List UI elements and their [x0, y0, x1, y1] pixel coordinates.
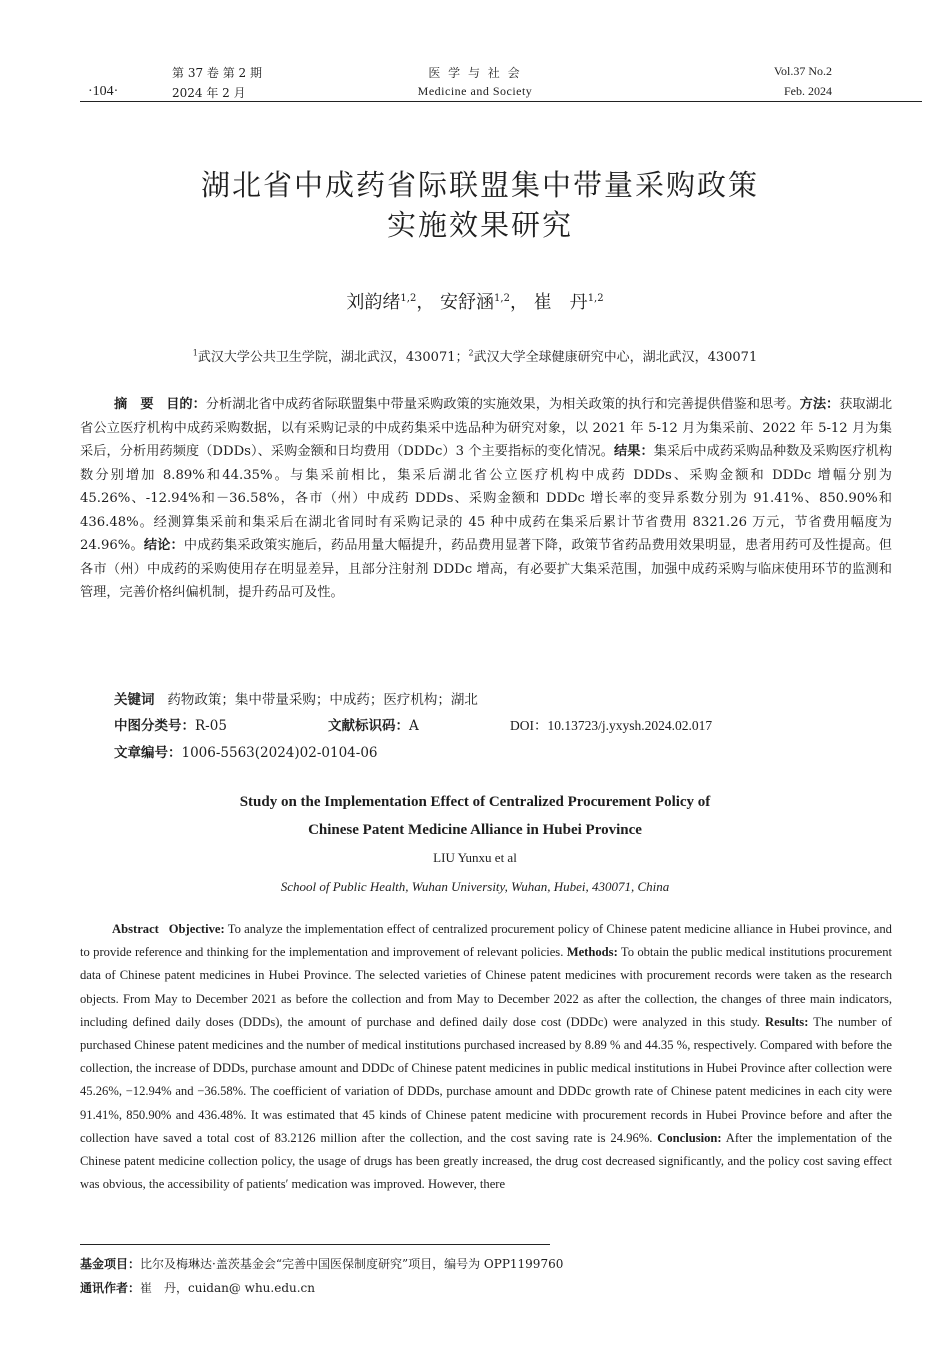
title-en-line1: Study on the Implementation Effect of Centralized Procurement Policy of	[239, 794, 711, 810]
affil-sup: 2	[468, 348, 474, 358]
volume-en: Vol.37 No.2	[773, 64, 832, 78]
title-en-line2: Chinese Patent Medicine Alliance in Hubei Province	[308, 822, 642, 838]
results-en-label: Results:	[765, 1014, 809, 1029]
footnote-rule	[80, 1244, 550, 1245]
article-number-row	[114, 741, 894, 765]
contact-text: 崔 丹，cuidan@ whu.edu.cn	[140, 1281, 316, 1295]
author-sup: 1,2	[494, 293, 510, 304]
affil-sup: 1	[192, 348, 198, 358]
title-cn-line1: 湖北省中成药省际联盟集中带量采购政策	[200, 168, 759, 202]
header-rule	[80, 101, 922, 102]
contact-label: 通讯作者：	[80, 1281, 141, 1295]
volume-cn: 第 37 卷 第 2 期	[172, 66, 262, 80]
keywords-label: 关键词	[114, 692, 155, 708]
results-en-text: The number of purchased Chinese patent medicines and the number of medical institutions purchased increased by 8.89 % and 44.35 %, respectively. Compared with before the collection, the increase of DDDs, purchase amount and DDDc of Chinese patent medicines in public medical institutions in Hubei Province after collection were 45.26%, −12.94% and −36.58%. The coefficient of variation of DDDs, purchase amount and DDDc growth rate of Chinese patent medicines in each city were 91.41%, 850.90% and 436.48%. It was estimated that 45 kinds of Chinese patent medicine with procurement records in Hubei Province before and after the collection have saved a total cost of 83.2126 million after the collection, and the cost saving rate is 24.96%.	[80, 1014, 893, 1145]
methods-text: 获取湖北省公立医疗机构中成药采购数据，以有采购记录的中成药集采中选品种为研究对象，以 2021 年 5-12 月为集采前、2022 年 5-12 月为集采后，分析用药频度（DDDs）、采购金额和日均费用（DDDc）3 个主要指标的变化情况。	[80, 397, 893, 459]
objective-text: 分析湖北省中成药省际联盟集中带量采购政策的实施效果，为相关政策的执行和完善提供借鉴和思考。	[205, 397, 800, 412]
journal-name-en: Medicine and Society	[417, 84, 533, 98]
authors-cn: 刘韵绪$^{1,2}$， 安舒涵$^{1,2}$， 崔 丹$^{1,2}$	[346, 292, 604, 313]
abstract-en-label: Abstract	[112, 922, 159, 936]
funding-label: 基金项目：	[80, 1257, 141, 1271]
article-number-value: 1006-5563(2024)02-0104-06	[181, 745, 378, 761]
doi-value: 10.13723/j.yxysh.2024.02.017	[547, 718, 713, 733]
author-sup: 1,2	[400, 293, 417, 304]
funding-text: 比尔及梅琳达·盖茨基金会“完善中国医保制度研究”项目，编号为 OPP1199760	[140, 1257, 564, 1271]
keywords-row	[114, 688, 894, 712]
author-name: 崔 丹	[533, 292, 588, 313]
abstract-en	[80, 918, 892, 1196]
doc-code-label: 文献标识码：	[328, 718, 409, 734]
keywords-value: 药物政策；集中带量采购；中成药；医疗机构；湖北	[167, 692, 478, 708]
affiliation-en: School of Public Health, Wuhan University, Wuhan, Hubei, 430071, China	[280, 879, 670, 894]
conclusion-text: 中成药集采政策实施后，药品用量大幅提升，药品费用显著下降，政策节省药品费用效果明显，患者用药可及性提高。但各市（州）中成药的采购使用存在明显差异，且部分注射剂 DDDc 增高，有必要扩大集采范围，加强中成药采购与临床使用环节的监测和管理，完善价格纠偏机制，提升药品可及性。	[80, 538, 892, 600]
methods-en-text: To obtain the public medical institutions procurement data of Chinese patent medicines in Hubei Province. The selected varieties of Chinese patent medicines with procurement records were taken as the research objects. From May to December 2021 as before the collection and from May to December 2022 as after the collection, the changes of three main indicators, including defined daily doses (DDDs), the amount of purchase and defined daily dose cost (DDDc) were analyzed in this study.	[80, 945, 892, 1029]
objective-label: 目的：	[166, 397, 206, 412]
clc-value: R-05	[195, 718, 227, 734]
abstract-cn	[80, 393, 892, 605]
objective-en-label: Objective:	[168, 922, 225, 936]
results-text: 集采后中成药采购品种数及采购医疗机构数分别增加 8.89%和44.35%。与集采前相比，集采后湖北省公立医疗机构中成药 DDDs、采购金额和 DDDc 增幅分别为 45.26%、-12.94%和－36.58%，各市（州）中成药 DDDs、采购金额和 DDDc 增长率的变异系数分别为 91.41%、850.90%和 436.48%。经测算集采前和集采后在湖北省同时有采购记录的 45 种中成药在集采后累计节省费用 8321.26 万元，节省费用幅度为 24.96%。	[80, 444, 893, 553]
results-label: 结果：	[613, 444, 654, 459]
author-name: 刘韵绪	[346, 292, 401, 313]
date-cn: 2024 年 2 月	[172, 86, 246, 100]
title-cn-line2: 实施效果研究	[386, 208, 573, 242]
conclusion-en-text: After the implementation of the Chinese patent medicine collection policy, the usage of drugs has been greatly increased, the drug cost decreased significantly, and the policy cost saving effect was obvious, the accessibility of patients′ medication was improved. However, there	[80, 1130, 892, 1192]
methods-en-label: Methods:	[566, 945, 618, 960]
objective-en-text: To analyze the implementation effect of centralized procurement policy of Chinese patent medicine alliance in Hubei province, and to provide reference and thinking for the implementation and improvement of relevant policies.	[80, 922, 892, 960]
affil-2: 武汉大学全球健康研究中心，湖北武汉，430071	[473, 350, 758, 365]
methods-label: 方法：	[799, 397, 840, 412]
affiliation-cn	[0, 346, 950, 365]
funding-note	[80, 1255, 880, 1272]
corresponding-author-note	[80, 1279, 880, 1296]
conclusion-label: 结论：	[143, 538, 184, 553]
clc-label: 中图分类号：	[114, 718, 195, 734]
article-number-label: 文章编号：	[114, 745, 182, 761]
conclusion-en-label: Conclusion:	[657, 1130, 722, 1145]
page-number: ·104·	[88, 84, 119, 99]
affil-1: 武汉大学公共卫生学院，湖北武汉，430071；	[197, 350, 469, 365]
author-sup: 1,2	[587, 293, 604, 304]
date-en: Feb. 2024	[784, 84, 832, 98]
doi-label: DOI：	[510, 718, 548, 733]
journal-name-cn: 医 学 与 社 会	[428, 66, 522, 80]
running-header	[0, 0, 950, 104]
authors-en: LIU Yunxu et al	[433, 850, 517, 865]
abstract-label: 摘 要	[114, 397, 154, 412]
doc-code-value: A	[409, 718, 419, 734]
author-name: 安舒涵	[440, 292, 495, 313]
